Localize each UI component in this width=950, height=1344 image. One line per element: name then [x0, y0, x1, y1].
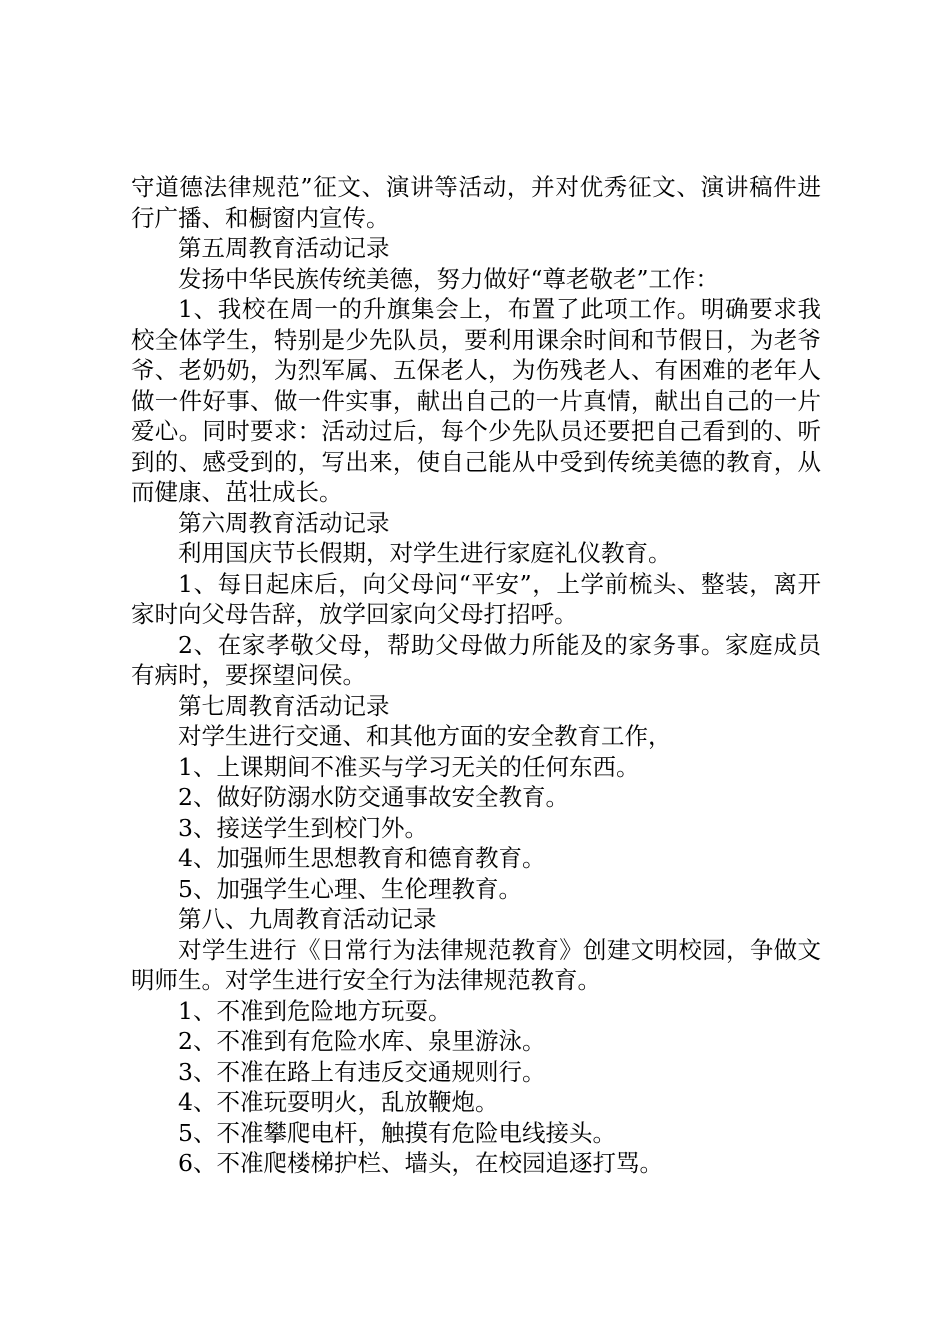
paragraph: 1、我校在周一的升旗集会上，布置了此项工作。明确要求我校全体学生，特别是少先队员，要利用课余时间和节假日，为老爷爷、老奶奶，为烈军属、五保老人，为伤残老人、有困难的老年人做一件好事、做一件实事，献出自己的一片真情，献出自己的一片爱心。同时要求：活动过后，每个少先队员还要把自己看到的、听到的、感受到的，写出来，使自己能从中受到传统美德的教育，从而健康、茁壮成长。 [131, 295, 821, 506]
list-item: 4、加强师生思想教育和德育教育。 [178, 844, 546, 872]
list-item: 3、接送学生到校门外。 [178, 813, 428, 842]
paragraph: 发扬中华民族传统美德，努力做好“尊老敬老”工作： [178, 264, 720, 293]
list-item: 4、不准玩耍明火，乱放鞭炮。 [178, 1088, 499, 1116]
section-heading-week8-9: 第八、九周教育活动记录 [178, 905, 437, 933]
paragraph: 2、在家孝敬父母，帮助父母做力所能及的家务事。家庭成员有病时，要探望问侯。 [131, 630, 821, 689]
list-item: 2、做好防溺水防交通事故安全教育。 [178, 783, 569, 811]
paragraph: 利用国庆节长假期，对学生进行家庭礼仪教育。 [178, 539, 672, 567]
paragraph: 对学生进行《日常行为法律规范教育》创建文明校园，争做文明师生。对学生进行安全行为法律规范教育。 [131, 935, 821, 994]
list-item: 1、上课期间不准买与学习无关的任何东西。 [178, 752, 640, 781]
list-item: 2、不准到有危险水库、泉里游泳。 [178, 1027, 546, 1055]
list-item: 5、加强学生心理、生伦理教育。 [178, 874, 522, 903]
section-heading-week5: 第五周教育活动记录 [178, 234, 390, 262]
section-heading-week7: 第七周教育活动记录 [178, 691, 390, 720]
list-item: 1、不准到危险地方玩耍。 [178, 996, 452, 1025]
paragraph: 1、每日起床后，向父母问“平安”，上学前梳头、整装，离开家时向父母告辞，放学回家向父母打招呼。 [131, 569, 821, 628]
list-item: 6、不准爬楼梯护栏、墙头，在校园追逐打骂。 [178, 1149, 663, 1177]
paragraph-continuation: 守道德法律规范”征文、演讲等活动，并对优秀征文、演讲稿件进行广播、和橱窗内宣传。 [131, 173, 821, 232]
section-heading-week6: 第六周教育活动记录 [178, 508, 390, 537]
paragraph: 对学生进行交通、和其他方面的安全教育工作， [178, 722, 672, 750]
document-body [131, 172, 821, 1179]
list-item: 5、不准攀爬电杆，触摸有危险电线接头。 [178, 1118, 616, 1147]
list-item: 3、不准在路上有违反交通规则行。 [178, 1057, 546, 1086]
